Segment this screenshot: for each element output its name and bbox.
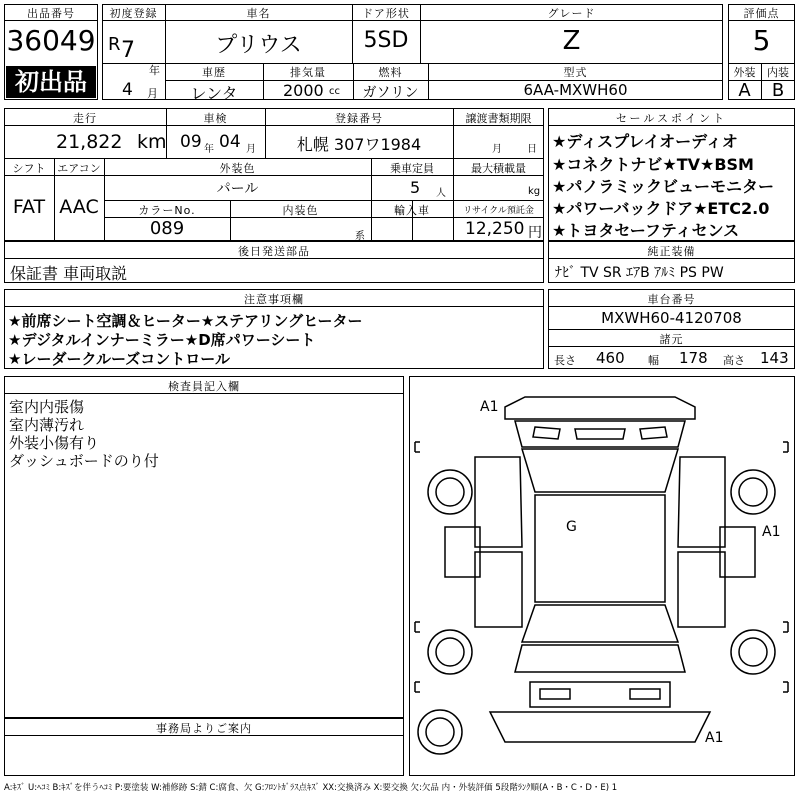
- fuel: ガソリン: [362, 85, 419, 101]
- sales-item: ★トヨタセーフティセンス: [552, 221, 740, 240]
- inspector-line: 外装小傷有り: [9, 434, 100, 452]
- ac: AAC: [59, 196, 99, 218]
- ext-grade: A: [738, 80, 751, 101]
- recycle-label: リサイクル預託金: [463, 206, 534, 216]
- interior-color-label: 内装色: [282, 204, 319, 217]
- displacement-label: 排気量: [290, 66, 326, 79]
- mileage: 21,822: [56, 131, 123, 153]
- note-line: ★前席シート空調＆ヒーター★ステアリングヒーター: [8, 312, 363, 330]
- sales-item: ★パノラミックビューモニター: [552, 177, 775, 196]
- equipment: ﾅﾋﾞ TV SR ｴｱB ｱﾙﾐ PS PW: [555, 265, 724, 281]
- reg-year: 7: [121, 38, 135, 63]
- transfer-month: 月: [492, 144, 502, 155]
- damage-mark: A1: [480, 399, 499, 415]
- car-diagram: [409, 376, 795, 776]
- reg-era: R: [108, 34, 121, 55]
- fuel-label: 燃料: [378, 66, 403, 79]
- inspection-year-unit: 年: [204, 144, 214, 155]
- inspector-line: 室内内張傷: [9, 398, 85, 416]
- office-label: 事務局よりご案内: [156, 722, 252, 735]
- inspection-year: 09: [180, 132, 202, 152]
- damage-mark: G: [566, 519, 577, 535]
- load-label: 最大積載量: [471, 162, 526, 175]
- load-unit: kg: [528, 186, 541, 197]
- model-code: 6AA-MXWH60: [523, 81, 628, 99]
- damage-mark: A1: [705, 730, 724, 746]
- width: 178: [679, 349, 708, 367]
- shift-label: シフト: [12, 162, 46, 175]
- grade-label: グレード: [547, 7, 596, 20]
- model-label: 型式: [563, 66, 588, 79]
- width-label: 幅: [648, 354, 659, 367]
- first-listing-badge: 初出品: [6, 66, 96, 98]
- later-parts-label: 後日発送部品: [238, 245, 310, 258]
- damage-mark: A1: [762, 524, 781, 540]
- lot-label: 出品番号: [27, 7, 75, 20]
- recycle-amount: 12,250: [465, 219, 525, 239]
- transfer-label: 譲渡書類期限: [465, 112, 532, 125]
- history-label: 車歴: [202, 66, 226, 79]
- reg-year-unit: 年: [149, 64, 160, 77]
- grade: Z: [562, 26, 581, 56]
- ext-label: 外装: [733, 66, 756, 79]
- car-name: プリウス: [215, 33, 302, 58]
- sales-item: ★ディスプレイオーディオ: [552, 132, 738, 151]
- note-line: ★デジタルインナーミラー★D席パワーシート: [8, 331, 316, 349]
- sales-label: セールスポイント: [615, 112, 727, 125]
- equipment-label: 純正装備: [647, 245, 696, 258]
- car-name-label: 車名: [246, 7, 271, 20]
- notes-label: 注意事項欄: [244, 293, 304, 306]
- inspector-line: 室内薄汚れ: [9, 416, 85, 434]
- plate: 札幌 307ワ1984: [296, 135, 422, 154]
- inspection-label: 車検: [203, 112, 228, 125]
- reg-month-unit: 月: [147, 87, 158, 100]
- displacement: 2000: [283, 81, 324, 100]
- dims-label: 諸元: [659, 333, 684, 346]
- score-label: 評価点: [743, 7, 780, 20]
- reg-label: 初度登録: [109, 7, 158, 20]
- car-outline-diagram: [410, 377, 793, 774]
- inspection-month-unit: 月: [246, 144, 256, 155]
- height-label: 高さ: [723, 354, 745, 367]
- later-parts: 保証書 車両取説: [10, 264, 128, 283]
- color-label: 外装色: [219, 162, 256, 175]
- door-type: 5SD: [363, 28, 409, 53]
- door-label: ドア形状: [362, 7, 410, 20]
- length-label: 長さ: [554, 354, 576, 367]
- inspection-month: 04: [219, 132, 241, 152]
- length: 460: [596, 349, 625, 367]
- score: 5: [752, 24, 771, 57]
- note-line: ★レーダークルーズコントロール: [8, 350, 230, 368]
- mileage-unit: km: [137, 131, 167, 153]
- color: パール: [216, 181, 259, 197]
- chassis-number: MXWH60-4120708: [601, 309, 742, 327]
- color-number-label: カラーNo.: [138, 204, 196, 217]
- mileage-label: 走行: [73, 112, 97, 125]
- height: 143: [760, 349, 789, 367]
- recycle-unit: 円: [528, 225, 542, 241]
- capacity: 5: [410, 178, 421, 197]
- int-grade: B: [771, 80, 785, 101]
- legend: A:ｷｽﾞ U:ﾍｺﾐ B:ｷｽﾞを伴うﾍｺﾐ P:要塗装 W:補修跡 S:錆 C:腐食、欠 G:ﾌﾛﾝﾄｶﾞﾗｽ点ｷｽﾞ XX:交換済み X:要交換 欠:欠品 内・外装評価 5段階ﾗﾝｸ順(A・B・C・D・E) 1: [4, 783, 618, 793]
- ac-label: エアコン: [57, 162, 101, 175]
- shift: FAT: [12, 196, 46, 218]
- color-number: 089: [149, 218, 185, 239]
- sales-item: ★コネクトナビ★TV★BSM: [552, 155, 754, 174]
- import-label: 輸入車: [394, 204, 430, 217]
- reg-month: 4: [122, 80, 133, 100]
- chassis-label: 車台番号: [647, 293, 696, 306]
- lot-number: 36049: [6, 24, 96, 57]
- capacity-unit: 人: [436, 188, 446, 199]
- transfer-day: 日: [527, 144, 537, 155]
- history: レンタ: [190, 84, 238, 103]
- inspector-line: ダッシュボードのり付: [9, 452, 159, 470]
- capacity-label: 乗車定員: [390, 162, 434, 175]
- displacement-unit: cc: [329, 86, 340, 97]
- sales-item: ★パワーバックドア★ETC2.0: [552, 199, 770, 218]
- int-label: 内装: [767, 66, 789, 79]
- inspector-label: 検査員記入欄: [168, 380, 240, 393]
- plate-label: 登録番号: [335, 112, 383, 125]
- interior-color-unit: 系: [355, 231, 365, 242]
